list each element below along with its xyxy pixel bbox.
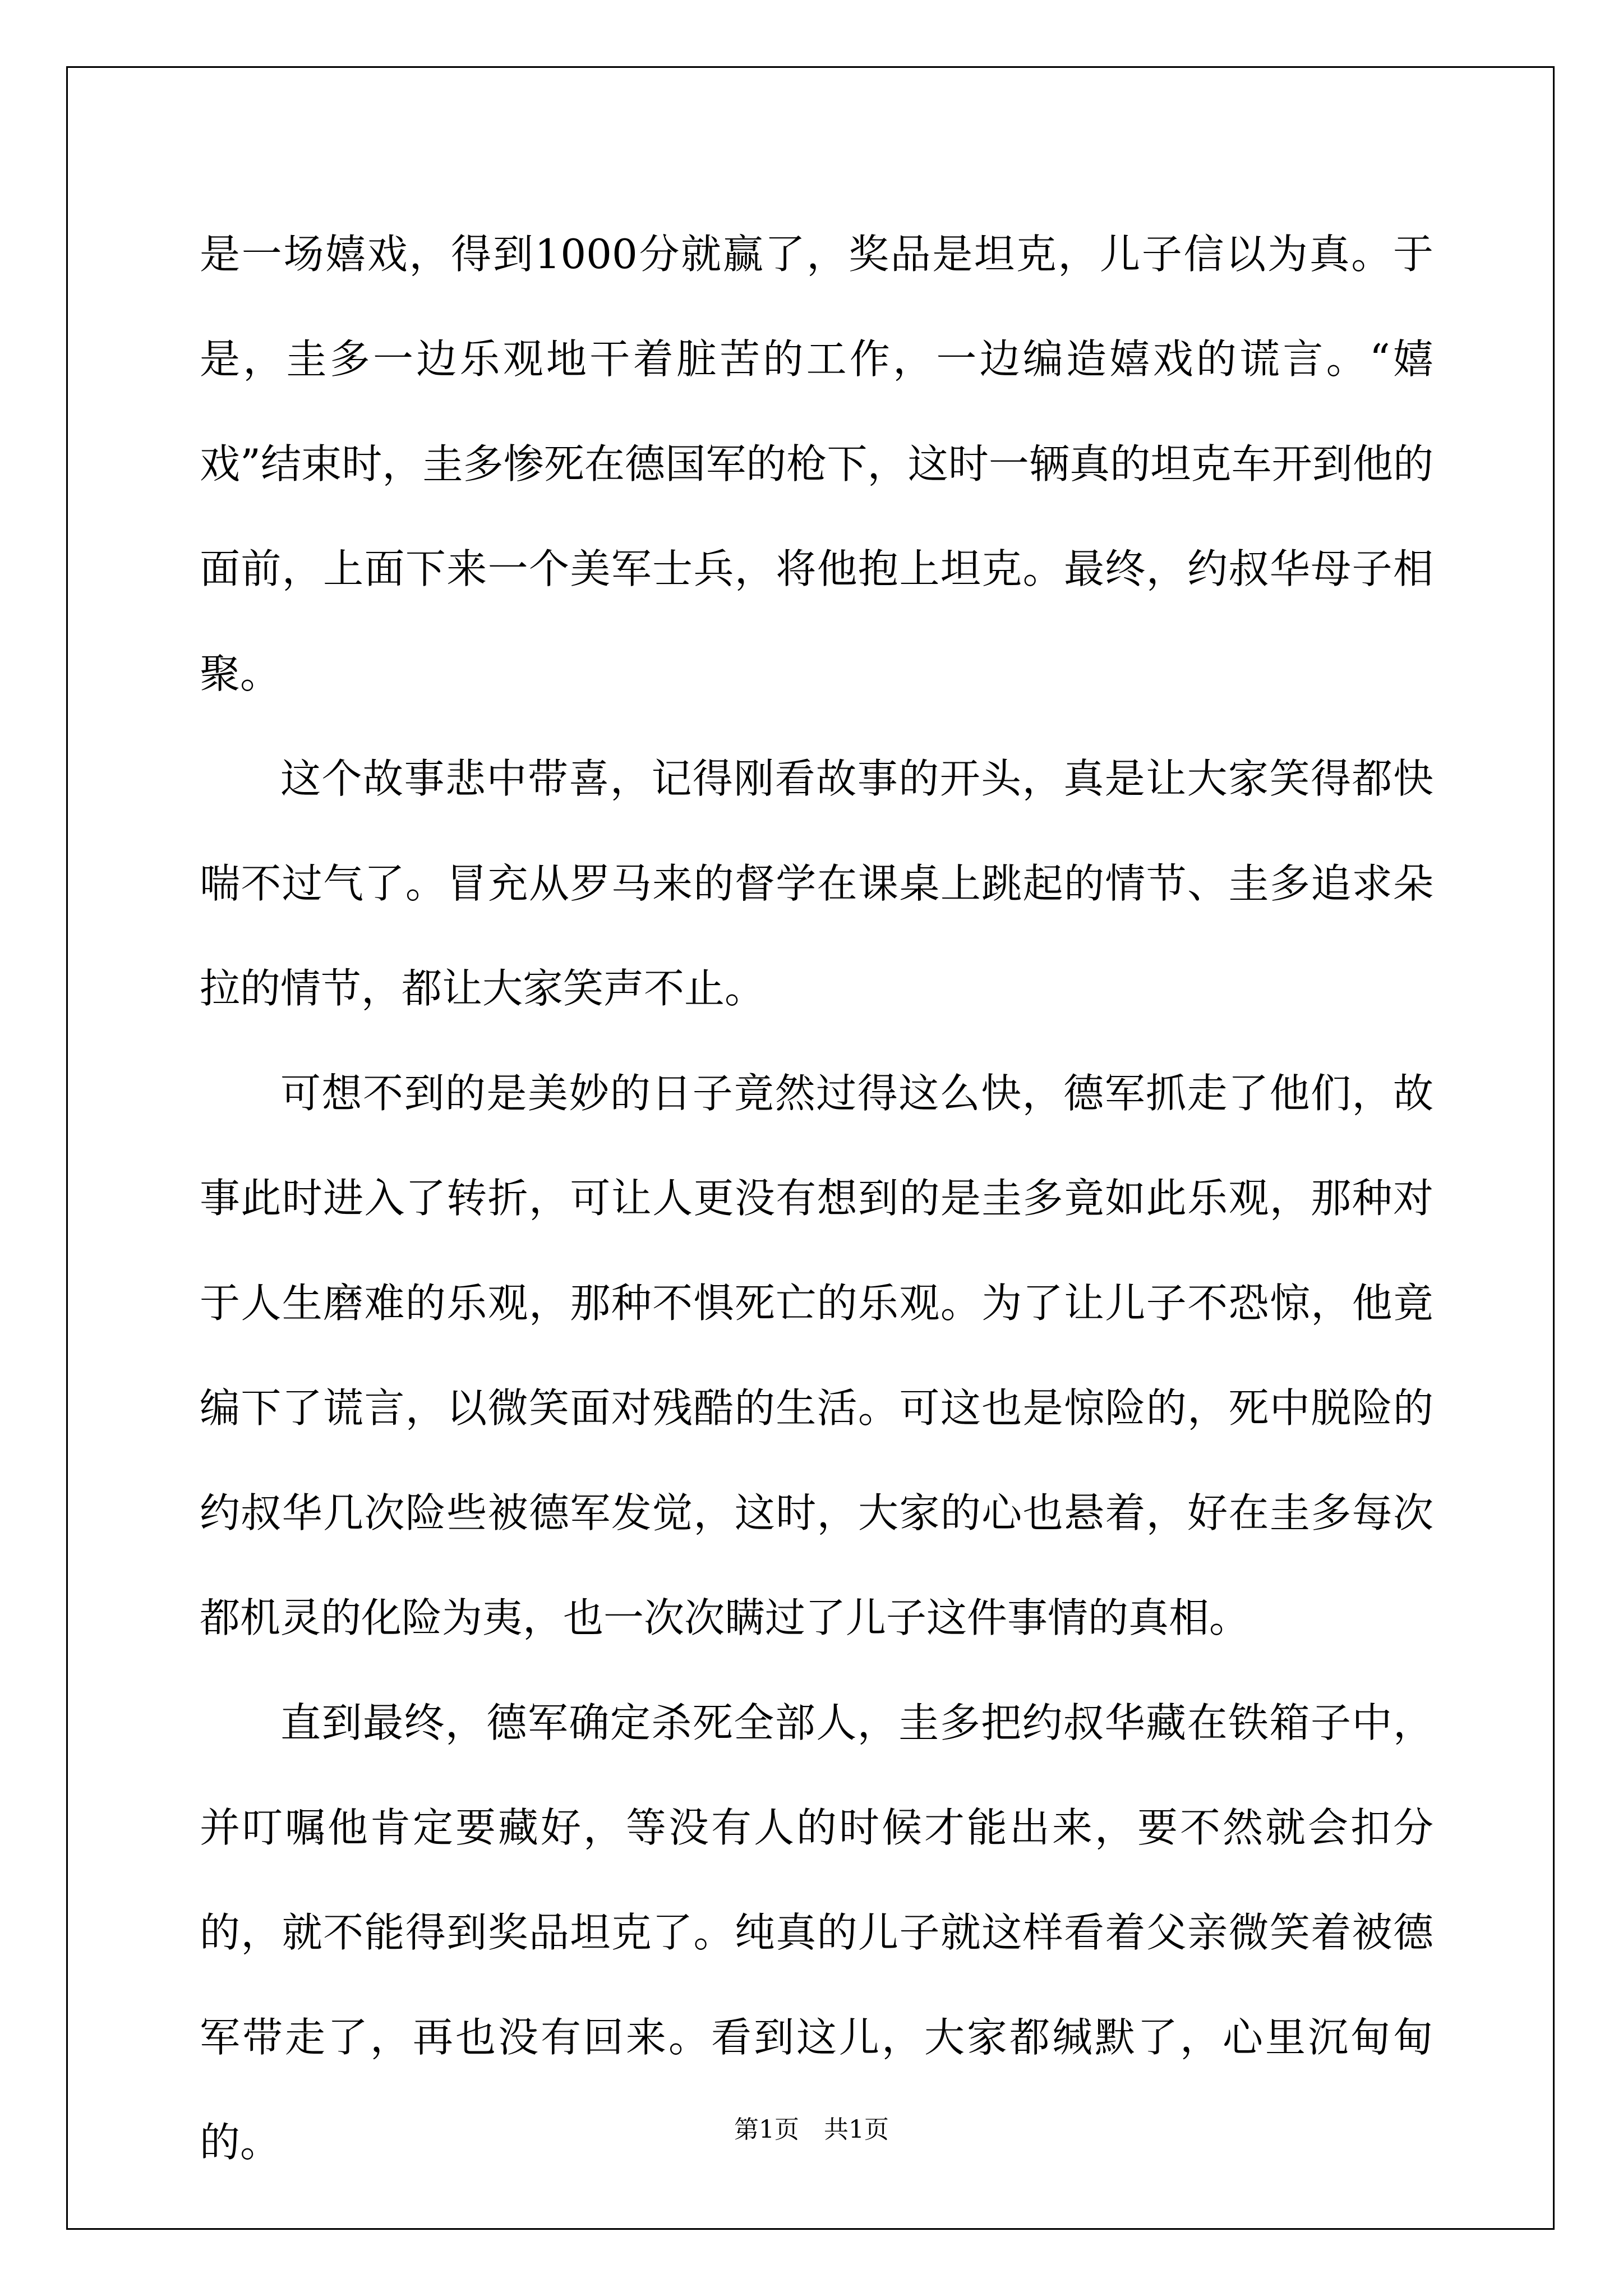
paragraph-4: 直到最终，德军确定杀死全部人，圭多把约叔华藏在铁箱子中，并叮嘱他肯定要藏好，等没有人的时候才能出来，要不然就会扣分的，就不能得到奖品坦克了。纯真的儿子就这样看着父亲微笑着被德军带走了，再也没有回来。看到这儿，大家都缄默了，心里沉甸甸的。 [200, 1699, 1433, 2166]
paragraph-2: 这个故事悲中带喜，记得刚看故事的开头，真是让大家笑得都快喘不过气了。冒充从罗马来的督学在课桌上跳起的情节、圭多追求朵拉的情节，都让大家笑声不止。 [200, 755, 1433, 1012]
document-body [200, 202, 1433, 2195]
page-number: 第1页 [734, 2115, 799, 2144]
paragraph-3: 可想不到的是美妙的日子竟然过得这么快，德军抓走了他们，故事此时进入了转折，可让人更没有想到的是圭多竟如此乐观，那种对于人生磨难的乐观，那种不惧死亡的乐观。为了让儿子不恐惊，他竟编下了谎言，以微笑面对残酷的生活。可这也是惊险的，死中脱险的约叔华几次险些被德军发觉，这时，大家的心也悬着，好在圭多每次都机灵的化险为夷，也一次次瞒过了儿子这件事情的真相。 [200, 1070, 1433, 1641]
paragraph-1: 是一场嬉戏，得到1000分就赢了，奖品是坦克，儿子信以为真。于是，圭多一边乐观地干着脏苦的工作，一边编造嬉戏的谎言。“嬉戏”结束时，圭多惨死在德国军的枪下，这时一辆真的坦克车开到他的面前，上面下来一个美军士兵，将他抱上坦克。最终，约叔华母子相聚。 [200, 231, 1433, 697]
page-footer [0, 2109, 1623, 2145]
page-total: 共1页 [824, 2115, 889, 2144]
